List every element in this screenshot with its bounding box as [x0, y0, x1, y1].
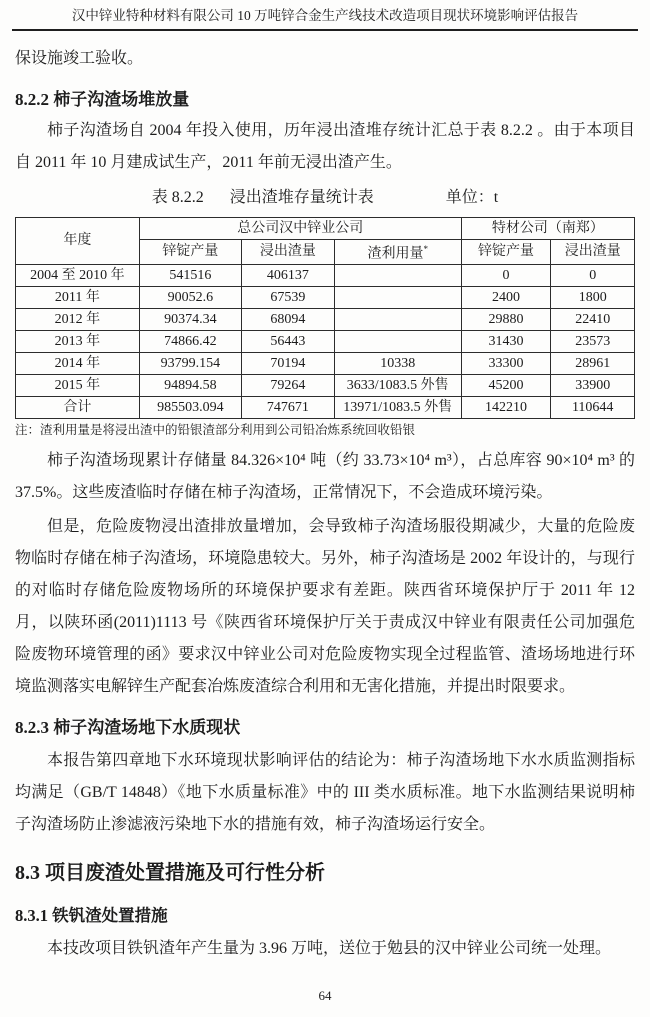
col-header-year: 年度: [16, 218, 140, 265]
paragraph-8-2-2: 柿子沟渣场自 2004 年投入使用，历年浸出渣堆存统计汇总于表 8.2.2 。由于本项目自 2011 年 10 月建成试生产，2011 年前无浸出渣产生。: [15, 122, 635, 171]
cell-leach: 68094: [241, 308, 334, 330]
col-header-zinc-output: 锌锭产量: [139, 240, 241, 265]
table-caption: [15, 185, 635, 211]
col-header-leach-slag: 浸出渣量: [241, 240, 334, 265]
cell-use: [334, 308, 461, 330]
table-footnote: 注：渣利用量是将浸出渣中的铅银渣部分利用到公司铅冶炼系统回收铅银: [15, 422, 416, 437]
paragraph-hazard-discussion: 但是，危险废物浸出渣排放量增加，会导致柿子沟渣场服役期减少，大量的危险废物临时存储在柿子沟渣场，环境隐患较大。另外，柿子沟渣场是 2002 年设计的，与现行的对临时存储危险废物场所的环境保护要求有差距。陕西省环境保护厅于 2011 年 12 月，以陕环函(2011)1113 号《陕西省环境保护厅关于责成汉中锌业有限责任公司加强危险废物环境管理的函》要求汉中锌业公司对危险废物实现全过程监管、渣场场地进行环境监测落实电解锌生产配套冶炼废渣综合利用和无害化措施，并提出时限要求。: [15, 517, 635, 695]
cell-use: 10338: [334, 352, 461, 374]
cell-leach: 70194: [241, 352, 334, 374]
cell-year: 2015 年: [16, 374, 140, 396]
cell-use: [334, 286, 461, 308]
cell-zinc2: 31430: [461, 330, 551, 352]
table-row: [16, 286, 635, 308]
cell-year: 2011 年: [16, 286, 140, 308]
col-group-special: 特材公司（南郑）: [461, 218, 634, 240]
intro-line: 保设施竣工验收。: [15, 50, 144, 67]
cell-zinc: 985503.094: [139, 396, 241, 418]
cell-year: 2012 年: [16, 308, 140, 330]
cell-leach: 56443: [241, 330, 334, 352]
cell-leach2: 1800: [551, 286, 635, 308]
cell-use: [334, 330, 461, 352]
cell-zinc: 74866.42: [139, 330, 241, 352]
table-header-group-row: [16, 218, 635, 240]
page-number: 64: [318, 988, 332, 1003]
cell-zinc: 90052.6: [139, 286, 241, 308]
paragraph-storage-capacity: 柿子沟渣场现累计存储量 84.326×10⁴ 吨（约 33.73×10⁴ m³），占总库容 90×10⁴ m³ 的 37.5%。这些废渣临时存储在柿子沟渣场，正常情况下，不会造成环境污染。: [15, 451, 635, 501]
footnote-asterisk: *: [423, 244, 428, 254]
cell-leach2: 22410: [551, 308, 635, 330]
table-row: [16, 330, 635, 352]
cell-year: 2004 至 2010 年: [16, 264, 140, 286]
cell-zinc2: 29880: [461, 308, 551, 330]
table-caption-label: 表 8.2.2: [151, 189, 204, 206]
table-row: [16, 352, 635, 374]
cell-zinc: 93799.154: [139, 352, 241, 374]
cell-year: 合计: [16, 396, 140, 418]
slag-statistics-table: [15, 217, 635, 419]
cell-year: 2013 年: [16, 330, 140, 352]
cell-zinc2: 2400: [461, 286, 551, 308]
col-header-zinc-output-2: 锌锭产量: [461, 240, 551, 265]
section-heading-8-3: 8.3 项目废渣处置措施及可行性分析: [15, 861, 325, 884]
cell-leach2: 28961: [551, 352, 635, 374]
cell-leach2: 110644: [551, 396, 635, 418]
col-header-leach-slag-2: 浸出渣量: [551, 240, 635, 265]
table-caption-title: 浸出渣堆存量统计表: [229, 189, 374, 206]
cell-leach: 406137: [241, 264, 334, 286]
col-header-slag-use: 渣利用量*: [334, 240, 461, 265]
paragraph-8-3-1: 本技改项目铁钒渣年产生量为 3.96 万吨，送位于勉县的汉中锌业公司统一处理。: [47, 939, 612, 957]
section-heading-8-2-3: 8.2.3 柿子沟渣场地下水质现状: [15, 717, 241, 737]
table-caption-unit: 单位：t: [445, 189, 499, 206]
cell-leach2: 23573: [551, 330, 635, 352]
paragraph-8-2-3: 本报告第四章地下水环境现状影响评估的结论为：柿子沟渣场地下水水质监测指标均满足（GB/T 14848）《地下水质量标准》中的 III 类水质标准。地下水监测结果说明柿子沟渣场防止渗滤液污染地下水的措施有效，柿子沟渣场运行安全。: [15, 751, 635, 833]
cell-zinc: 541516: [139, 264, 241, 286]
cell-zinc2: 0: [461, 264, 551, 286]
cell-zinc2: 33300: [461, 352, 551, 374]
cell-zinc: 90374.34: [139, 308, 241, 330]
cell-zinc2: 142210: [461, 396, 551, 418]
cell-use: [334, 264, 461, 286]
cell-leach2: 0: [551, 264, 635, 286]
table-row: [16, 374, 635, 396]
table-row: [16, 264, 635, 286]
cell-use: 3633/1083.5 外售: [334, 374, 461, 396]
cell-leach: 67539: [241, 286, 334, 308]
cell-zinc2: 45200: [461, 374, 551, 396]
cell-leach: 747671: [241, 396, 334, 418]
table-row: [16, 308, 635, 330]
section-heading-8-2-2: 8.2.2 柿子沟渣场堆放量: [15, 90, 190, 109]
page-content: [0, 43, 650, 965]
cell-year: 2014 年: [16, 352, 140, 374]
cell-leach2: 33900: [551, 374, 635, 396]
page-header-title: 汉中锌业特种材料有限公司 10 万吨锌合金生产线技术改造项目现状环境影响评估报告: [12, 0, 638, 31]
col-group-hanzhong: 总公司汉中锌业公司: [139, 218, 461, 240]
cell-use: 13971/1083.5 外售: [334, 396, 461, 418]
section-heading-8-3-1: 8.3.1 铁钒渣处置措施: [15, 905, 168, 925]
table-row-total: [16, 396, 635, 418]
cell-zinc: 94894.58: [139, 374, 241, 396]
cell-leach: 79264: [241, 374, 334, 396]
